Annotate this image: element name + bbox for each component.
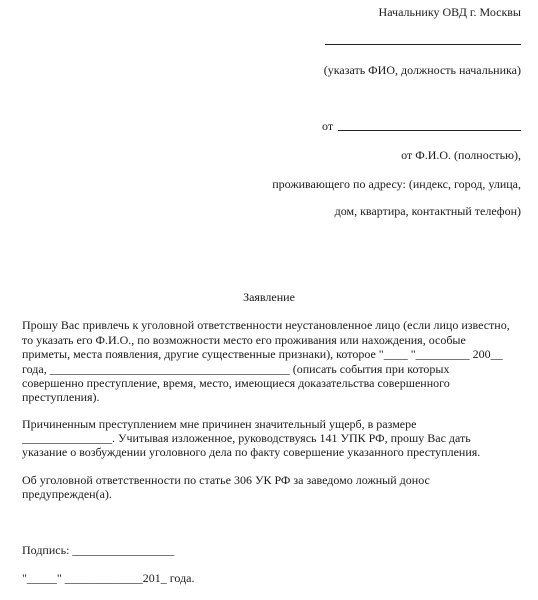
residence-details-hint: дом, квартира, контактный телефон) <box>334 204 521 218</box>
from-label: от <box>322 119 334 133</box>
from-name-line <box>338 130 521 131</box>
paragraph-2-line: указание о возбуждении уголовного дела по факту совершение указанного преступления. <box>22 445 481 459</box>
addressee: Начальнику ОВД г. Москвы <box>378 5 521 19</box>
paragraph-1-line: приметы, места появления, другие существенные признаки), которое "____ "_________ 200__ <box>22 347 503 361</box>
signature-line: Подпись: _________________ <box>22 543 175 557</box>
paragraph-2-line: _______________. Учитывая изложенное, руководствуясь 141 УПК РФ, прошу Вас дать <box>22 431 471 445</box>
paragraph-3-line: предупрежден(а). <box>22 487 112 501</box>
residence-hint: проживающего по адресу: (индекс, город, улица, <box>272 177 521 191</box>
paragraph-1-line: Прошу Вас привлечь к уголовной ответственности неустановленное лицо (если лицо известно, <box>22 318 510 332</box>
paragraph-1-line: совершенно преступление, время, место, имеющиеся доказательства совершенного <box>22 376 450 390</box>
document-title: Заявление <box>243 290 295 304</box>
date-line: "_____" _____________201_ года. <box>22 571 195 585</box>
paragraph-1-line: то указать его Ф.И.О., по возможности место его проживания или нахождения, особые <box>22 333 466 347</box>
addressee-name-line <box>325 44 521 45</box>
paragraph-1-line: года, ________________________________________ (описать события при которых <box>22 362 450 376</box>
paragraph-3-line: Об уголовной ответственности по статье 306 УК РФ за заведомо ложный донос <box>22 473 430 487</box>
addressee-hint: (указать ФИО, должность начальника) <box>323 63 521 77</box>
paragraph-1-line: преступления). <box>22 390 100 404</box>
from-hint: от Ф.И.О. (полностью), <box>401 148 521 162</box>
paragraph-2-line: Причиненным преступлением мне причинен значительный ущерб, в размере <box>22 417 417 431</box>
